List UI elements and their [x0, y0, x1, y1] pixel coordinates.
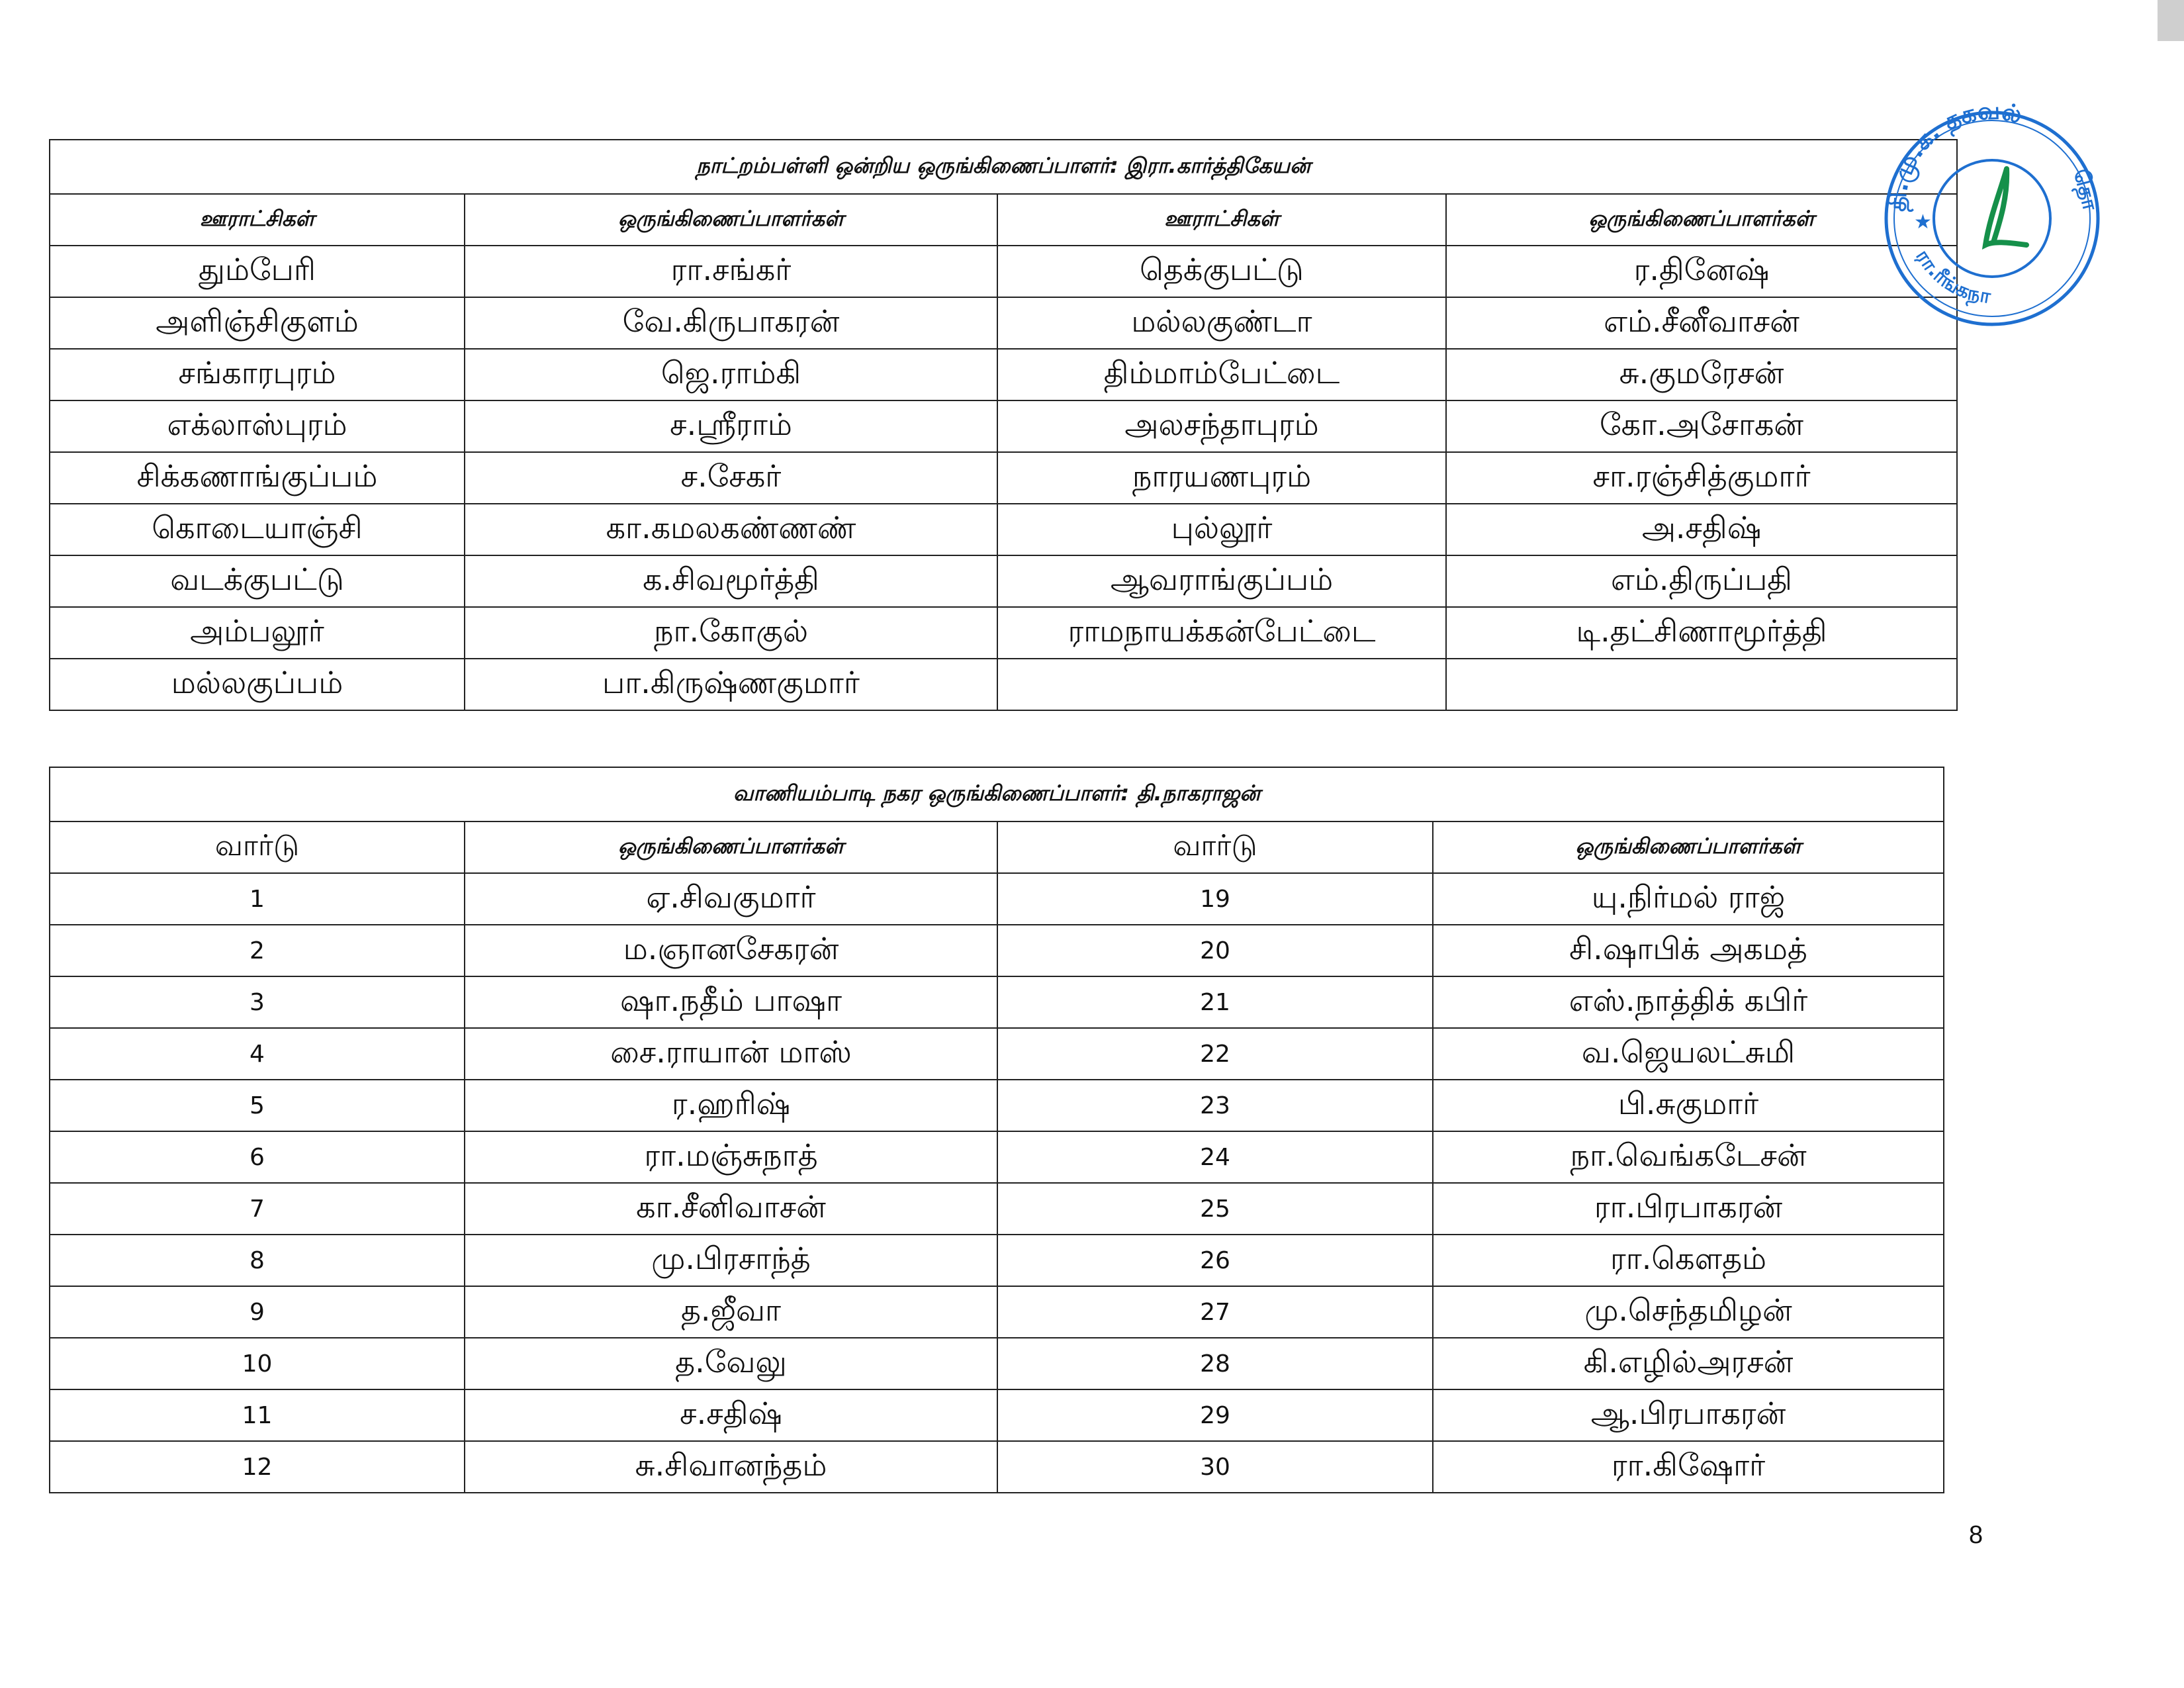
table-cell: ச.சேகர்: [465, 452, 997, 504]
table-row: [50, 1183, 1944, 1235]
table-row: [50, 925, 1944, 976]
table-cell: அலசந்தாபுரம்: [997, 400, 1446, 452]
star-icon: ★: [1914, 211, 1932, 234]
table-cell: 26: [997, 1235, 1433, 1286]
table-cell: ம.ஞானசேகரன்: [465, 925, 997, 976]
table-cell: மு.செந்தமிழன்: [1433, 1286, 1944, 1338]
table-row: [50, 1080, 1944, 1131]
table-cell: சங்காரபுரம்: [50, 349, 465, 400]
table-title: வாணியம்பாடி நகர ஒருங்கிணைப்பாளர்: தி.நாகராஜன்: [50, 767, 1944, 821]
table-cell: வடக்குபட்டு: [50, 555, 465, 607]
seal-bottom-text: ரா.ரீங்கநா: [1911, 245, 1993, 308]
table-cell: 6: [50, 1131, 465, 1183]
table-row: [50, 555, 1957, 607]
table-cell: வே.கிருபாகரன்: [465, 297, 997, 349]
table-cell: 30: [997, 1441, 1433, 1493]
table-cell: 29: [997, 1389, 1433, 1441]
table-cell: 2: [50, 925, 465, 976]
table-cell: த.வேலு: [465, 1338, 997, 1389]
table-cell: அ.சதிஷ்: [1446, 504, 1957, 555]
column-header: ஒருங்கிணைப்பாளர்கள்: [465, 194, 997, 246]
table-title: நாட்றம்பள்ளி ஒன்றிய ஒருங்கிணைப்பாளர்: இரா.கார்த்திகேயன்: [50, 140, 1957, 194]
table-cell: கி.எழில்அரசன்: [1433, 1338, 1944, 1389]
table-cell: பி.சுகுமார்: [1433, 1080, 1944, 1131]
table-cell: கா.சீனிவாசன்: [465, 1183, 997, 1235]
table-cell: சு.சிவானந்தம்: [465, 1441, 997, 1493]
table-row: [50, 659, 1957, 710]
table-cell: 21: [997, 976, 1433, 1028]
table-cell: ரா.கிஷோர்: [1433, 1441, 1944, 1493]
table-cell: சி.ஷாபிக் அகமத்: [1433, 925, 1944, 976]
column-header: ஒருங்கிணைப்பாளர்கள்: [1433, 821, 1944, 873]
table-cell: மு.பிரசாந்த்: [465, 1235, 997, 1286]
column-header: ஒருங்கிணைப்பாளர்கள்: [1446, 194, 1957, 246]
table-cell: [997, 659, 1446, 710]
table-cell: பா.கிருஷ்ணகுமார்: [465, 659, 997, 710]
table-cell: சை.ராயான் மாஸ்: [465, 1028, 997, 1080]
table-cell: தும்பேரி: [50, 246, 465, 297]
table-cell: அம்பலூர்: [50, 607, 465, 659]
table-cell: 7: [50, 1183, 465, 1235]
table-cell: ஆவராங்குப்பம்: [997, 555, 1446, 607]
table-row: [50, 400, 1957, 452]
column-header: வார்டு: [50, 821, 465, 873]
table-cell: 25: [997, 1183, 1433, 1235]
table-cell: வ.ஜெயலட்சுமி: [1433, 1028, 1944, 1080]
table-cell: மல்லகுண்டா: [997, 297, 1446, 349]
panchayat-coordinators-table: [49, 139, 1958, 711]
table-cell: அளிஞ்சிகுளம்: [50, 297, 465, 349]
table-cell: ஷா.நதீம் பாஷா: [465, 976, 997, 1028]
table-cell: சு.குமரேசன்: [1446, 349, 1957, 400]
seal-right-text: தொ: [2068, 166, 2104, 213]
table-cell: ர.தினேஷ்: [1446, 246, 1957, 297]
table-cell: ச.சதிஷ்: [465, 1389, 997, 1441]
table-row: [50, 1389, 1944, 1441]
table-row: [50, 1286, 1944, 1338]
table-cell: த.ஜீவா: [465, 1286, 997, 1338]
table-cell: சா.ரஞ்சித்குமார்: [1446, 452, 1957, 504]
table-cell: யு.நிர்மல் ராஜ்: [1433, 873, 1944, 925]
table-row: [50, 452, 1957, 504]
table-cell: ச.ஸ்ரீராம்: [465, 400, 997, 452]
table-row: [50, 504, 1957, 555]
table-cell: கோ.அசோகன்: [1446, 400, 1957, 452]
column-header: ஊராட்சிகள்: [997, 194, 1446, 246]
table-cell: 5: [50, 1080, 465, 1131]
table-cell: ராமநாயக்கன்பேட்டை: [997, 607, 1446, 659]
table-cell: 12: [50, 1441, 465, 1493]
table-cell: 23: [997, 1080, 1433, 1131]
table-row: [50, 349, 1957, 400]
table-cell: 19: [997, 873, 1433, 925]
table-cell: சிக்கணாங்குப்பம்: [50, 452, 465, 504]
table-cell: நா.கோகுல்: [465, 607, 997, 659]
table-cell: 11: [50, 1389, 465, 1441]
table-cell: 1: [50, 873, 465, 925]
table-row: [50, 297, 1957, 349]
table-cell: க.சிவமூர்த்தி: [465, 555, 997, 607]
table-row: [50, 1028, 1944, 1080]
table-cell: ரா.பிரபாகரன்: [1433, 1183, 1944, 1235]
table-row: [50, 246, 1957, 297]
table-cell: எக்லாஸ்புரம்: [50, 400, 465, 452]
table-cell: ரா.மஞ்சுநாத்: [465, 1131, 997, 1183]
table-cell: தெக்குபட்டு: [997, 246, 1446, 297]
table-row: [50, 1441, 1944, 1493]
table-cell: 9: [50, 1286, 465, 1338]
table-cell: ஆ.பிரபாகரன்: [1433, 1389, 1944, 1441]
table-cell: ர.ஹரிஷ்: [465, 1080, 997, 1131]
table-cell: 8: [50, 1235, 465, 1286]
table-cell: 24: [997, 1131, 1433, 1183]
table-cell: 4: [50, 1028, 465, 1080]
table-row: [50, 1131, 1944, 1183]
table-cell: 10: [50, 1338, 465, 1389]
table-cell: ரா.சங்கர்: [465, 246, 997, 297]
table-cell: 22: [997, 1028, 1433, 1080]
table-cell: திம்மாம்பேட்டை: [997, 349, 1446, 400]
handwritten-signature-mark: [1985, 169, 2026, 245]
column-header: வார்டு: [997, 821, 1433, 873]
table-cell: கொடையாஞ்சி: [50, 504, 465, 555]
table-row: [50, 607, 1957, 659]
column-header: ஊராட்சிகள்: [50, 194, 465, 246]
table-cell: நா.வெங்கடேசன்: [1433, 1131, 1944, 1183]
ward-coordinators-table: [49, 767, 1944, 1493]
table-cell: ஜெ.ராம்கி: [465, 349, 997, 400]
table-cell: எம்.திருப்பதி: [1446, 555, 1957, 607]
table-cell: 3: [50, 976, 465, 1028]
table-cell: மல்லகுப்பம்: [50, 659, 465, 710]
table-cell: ரா.கௌதம்: [1433, 1235, 1944, 1286]
table-row: [50, 976, 1944, 1028]
table-cell: ஏ.சிவகுமார்: [465, 873, 997, 925]
page-number: 8: [1969, 1521, 1983, 1549]
table-row: [50, 1338, 1944, 1389]
scan-edge-mark: [2158, 0, 2184, 41]
table-cell: 28: [997, 1338, 1433, 1389]
table-cell: புல்லூர்: [997, 504, 1446, 555]
table-cell: எம்.சீனீவாசன்: [1446, 297, 1957, 349]
table-row: [50, 1235, 1944, 1286]
table-cell: டி.தட்சிணாமூர்த்தி: [1446, 607, 1957, 659]
table-cell: நாரயணபுரம்: [997, 452, 1446, 504]
table-cell: [1446, 659, 1957, 710]
column-header: ஒருங்கிணைப்பாளர்கள்: [465, 821, 997, 873]
table-cell: 20: [997, 925, 1433, 976]
table-cell: 27: [997, 1286, 1433, 1338]
table-cell: எஸ்.நாத்திக் கபிர்: [1433, 976, 1944, 1028]
table-cell: கா.கமலகண்ணண்: [465, 504, 997, 555]
seal-top-text: தி.மு.க. தகவல்: [1884, 97, 2025, 212]
party-seal-stamp: [1853, 86, 2131, 331]
table-row: [50, 873, 1944, 925]
